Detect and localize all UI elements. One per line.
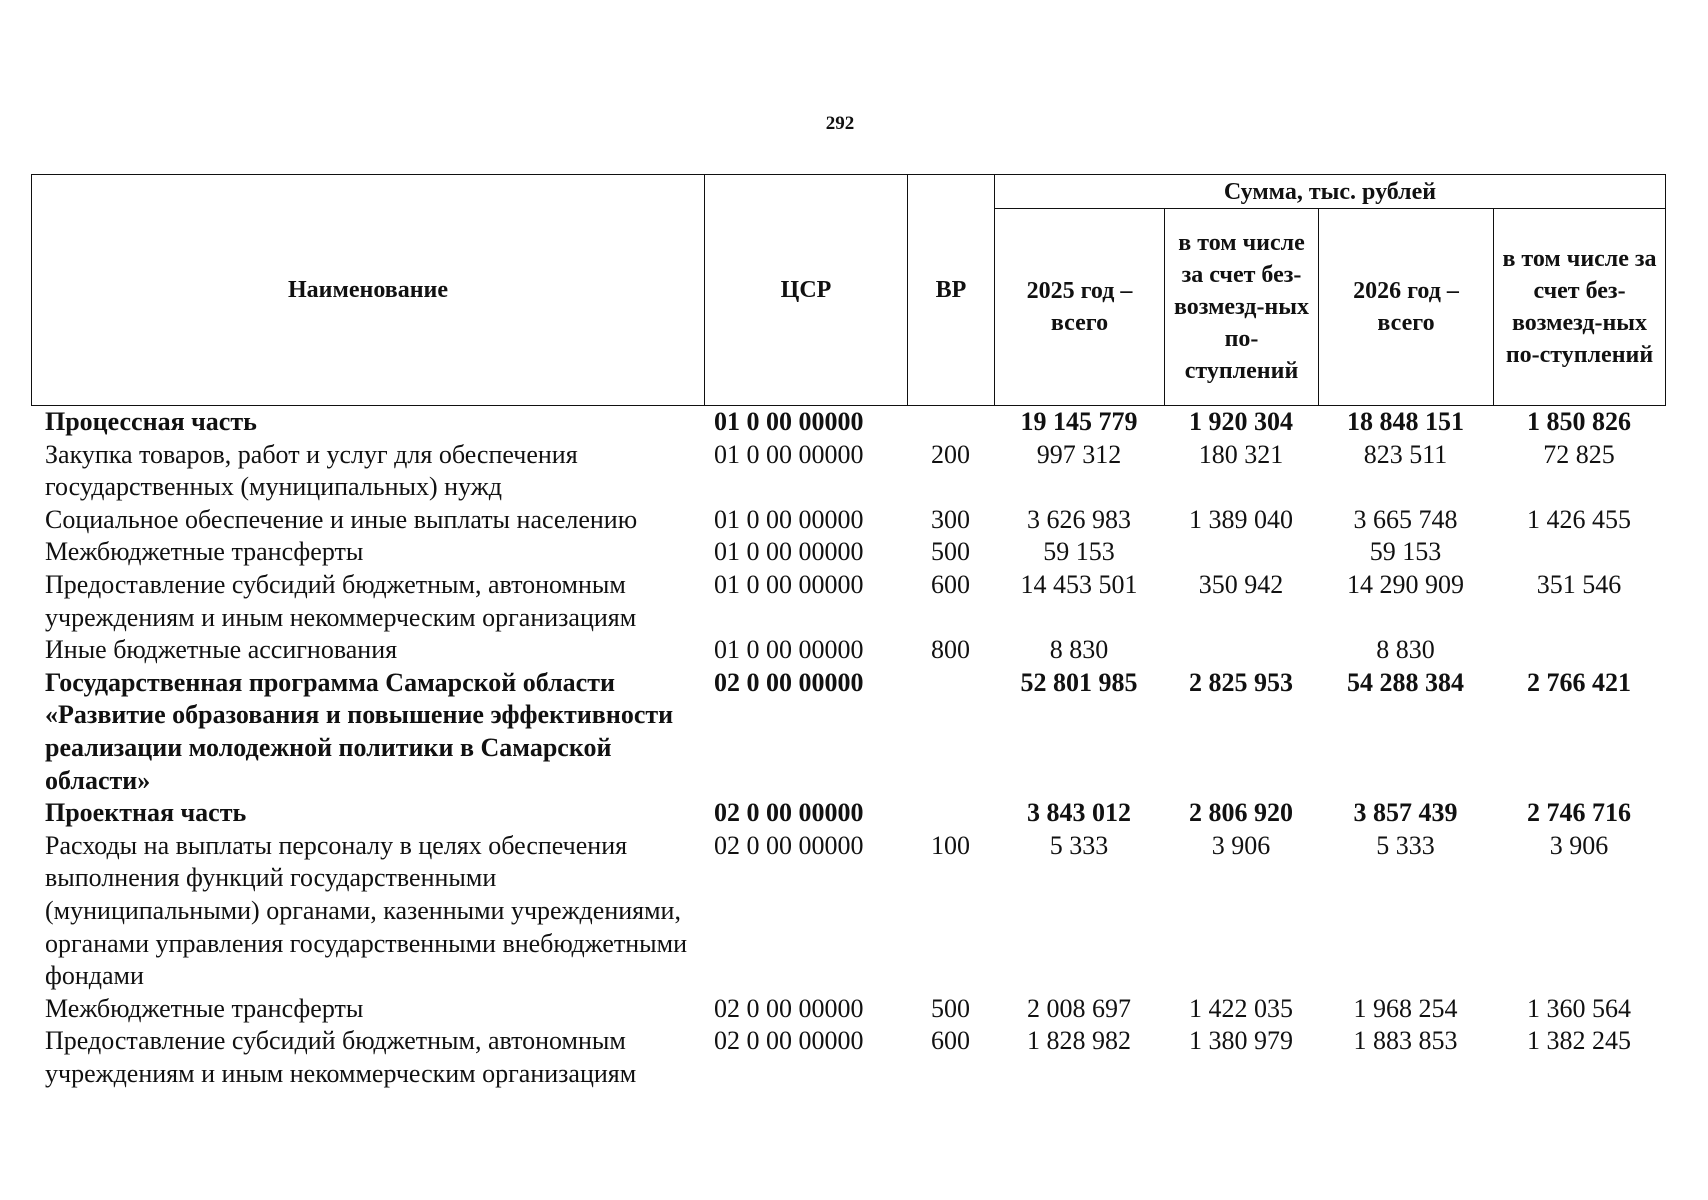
cell-vr: 100 (931, 830, 970, 860)
cell-2025-gratuitous: 1 389 040 (1189, 504, 1293, 534)
table-row (31, 797, 1665, 830)
header-2025-total: 2025 год – всего (995, 209, 1165, 406)
cell-vr: 600 (931, 569, 970, 599)
cell-2025-total: 2 008 697 (1027, 993, 1131, 1023)
cell-csr: 02 0 00 00000 (714, 1026, 864, 1056)
header-csr: ЦСР (705, 175, 908, 406)
cell-2025-gratuitous (1164, 536, 1318, 569)
table-row (31, 536, 1665, 569)
cell-2025-total: 59 153 (1043, 537, 1115, 567)
cell-2026-total: 54 288 384 (1347, 667, 1464, 697)
cell-name: Межбюджетные трансферты (45, 537, 364, 567)
cell-2025-total: 8 830 (1049, 635, 1109, 665)
cell-2026-total: 3 665 748 (1353, 504, 1458, 534)
cell-csr: 01 0 00 00000 (714, 635, 864, 665)
cell-2026-gratuitous: 2 766 421 (1527, 667, 1631, 697)
cell-2026-gratuitous: 72 825 (1543, 439, 1615, 469)
cell-2026-gratuitous: 1 850 826 (1527, 407, 1631, 436)
cell-2026-gratuitous: 2 746 716 (1527, 798, 1631, 828)
table-row (31, 504, 1665, 537)
cell-2025-total: 52 801 985 (1020, 667, 1138, 697)
cell-2025-gratuitous: 180 321 (1198, 439, 1284, 469)
cell-2025-total: 3 843 012 (1027, 798, 1131, 828)
cell-vr (907, 797, 994, 830)
cell-2026-gratuitous: 1 426 455 (1527, 504, 1631, 534)
cell-2025-total: 19 145 779 (1020, 407, 1138, 436)
cell-2026-total: 14 290 909 (1347, 569, 1464, 599)
cell-csr: 01 0 00 00000 (714, 504, 864, 534)
cell-2025-gratuitous: 2 806 920 (1189, 798, 1293, 828)
header-name: Наименование (32, 175, 705, 406)
header-sum-group: Сумма, тыс. рублей (995, 175, 1666, 209)
cell-2025-gratuitous: 2 825 953 (1189, 667, 1293, 697)
table-row (31, 569, 1665, 634)
cell-2025-total: 997 312 (1036, 439, 1122, 469)
cell-vr: 200 (931, 439, 970, 469)
cell-2025-gratuitous: 350 942 (1198, 569, 1284, 599)
cell-2025-gratuitous (1164, 634, 1318, 667)
cell-2026-gratuitous (1493, 634, 1665, 667)
header-2025-gratuitous: в том числе за счет без-возмезд-ных по-ступлений (1165, 209, 1319, 406)
cell-vr (907, 406, 994, 439)
cell-vr (907, 667, 994, 797)
cell-2025-gratuitous: 1 380 979 (1189, 1026, 1293, 1056)
cell-2026-gratuitous: 1 382 245 (1527, 1026, 1631, 1056)
cell-2025-total: 3 626 983 (1027, 504, 1131, 534)
cell-2026-total: 18 848 151 (1347, 407, 1464, 436)
table-row (31, 1025, 1665, 1090)
table-row (31, 667, 1665, 797)
cell-name: Предоставление субсидий бюджетным, автономным учреждениям и иным некоммерческим организациям (45, 569, 637, 632)
cell-vr: 500 (931, 993, 970, 1023)
cell-name: Социальное обеспечение и иные выплаты населению (45, 504, 638, 534)
cell-2026-gratuitous: 351 546 (1536, 569, 1622, 599)
cell-csr: 01 0 00 00000 (714, 537, 864, 567)
cell-csr: 01 0 00 00000 (714, 439, 864, 469)
table-row (31, 406, 1665, 439)
cell-2026-gratuitous (1493, 536, 1665, 569)
cell-2026-total: 8 830 (1376, 635, 1435, 665)
cell-2026-gratuitous: 3 906 (1549, 830, 1609, 860)
cell-name: Межбюджетные трансферты (45, 993, 364, 1023)
cell-vr: 300 (931, 504, 970, 534)
cell-2026-total: 3 857 439 (1353, 798, 1458, 828)
cell-name: Иные бюджетные ассигнования (45, 635, 398, 665)
cell-csr: 02 0 00 00000 (714, 830, 864, 860)
cell-2026-total: 1 883 853 (1353, 1026, 1458, 1056)
cell-2026-total: 1 968 254 (1353, 993, 1458, 1023)
cell-csr: 01 0 00 00000 (714, 569, 864, 599)
table-body (31, 406, 1665, 1090)
cell-2025-total: 5 333 (1049, 830, 1109, 860)
cell-2026-total: 59 153 (1369, 537, 1442, 567)
cell-csr: 01 0 00 00000 (714, 407, 864, 436)
cell-csr: 02 0 00 00000 (714, 798, 864, 828)
table-row (31, 830, 1665, 993)
header-2026-total: 2026 год – всего (1319, 209, 1494, 406)
table-row (31, 993, 1665, 1026)
cell-vr: 800 (931, 635, 970, 665)
cell-name: Предоставление субсидий бюджетным, автономным учреждениям и иным некоммерческим организациям (45, 1026, 637, 1088)
cell-2026-total: 823 511 (1363, 439, 1448, 469)
table-header (31, 174, 1666, 406)
cell-csr: 02 0 00 00000 (714, 667, 864, 697)
cell-vr: 500 (931, 537, 970, 567)
cell-2025-gratuitous: 3 906 (1211, 830, 1271, 860)
cell-name: Процессная часть (45, 407, 257, 436)
cell-2025-gratuitous: 1 920 304 (1189, 407, 1293, 436)
page-number: 292 (825, 113, 855, 134)
cell-name: Расходы на выплаты персоналу в целях обеспечения выполнения функций государственными (муниципальными) органами, казенными учреждениями, органами управления государственными внебюджетными фондами (45, 830, 688, 991)
cell-2025-total: 14 453 501 (1020, 569, 1138, 599)
cell-2025-total: 1 828 982 (1027, 1026, 1131, 1056)
cell-name: Проектная часть (45, 798, 247, 828)
cell-2026-total: 5 333 (1376, 830, 1435, 860)
cell-vr: 600 (931, 1026, 970, 1056)
cell-2026-gratuitous: 1 360 564 (1527, 993, 1631, 1023)
header-vr: ВР (908, 175, 995, 406)
table-row (31, 439, 1665, 504)
cell-csr: 02 0 00 00000 (714, 993, 864, 1023)
cell-name: Закупка товаров, работ и услуг для обеспечения государственных (муниципальных) нужд (45, 439, 578, 502)
table-row (31, 634, 1665, 667)
header-2026-gratuitous: в том числе за счет без-возмезд-ных по-ступлений (1494, 209, 1666, 406)
cell-name: Государственная программа Самарской области «Развитие образования и повышение эффективности реализации молодежной политики в Самарской области» (45, 667, 674, 795)
cell-2025-gratuitous: 1 422 035 (1189, 993, 1293, 1023)
